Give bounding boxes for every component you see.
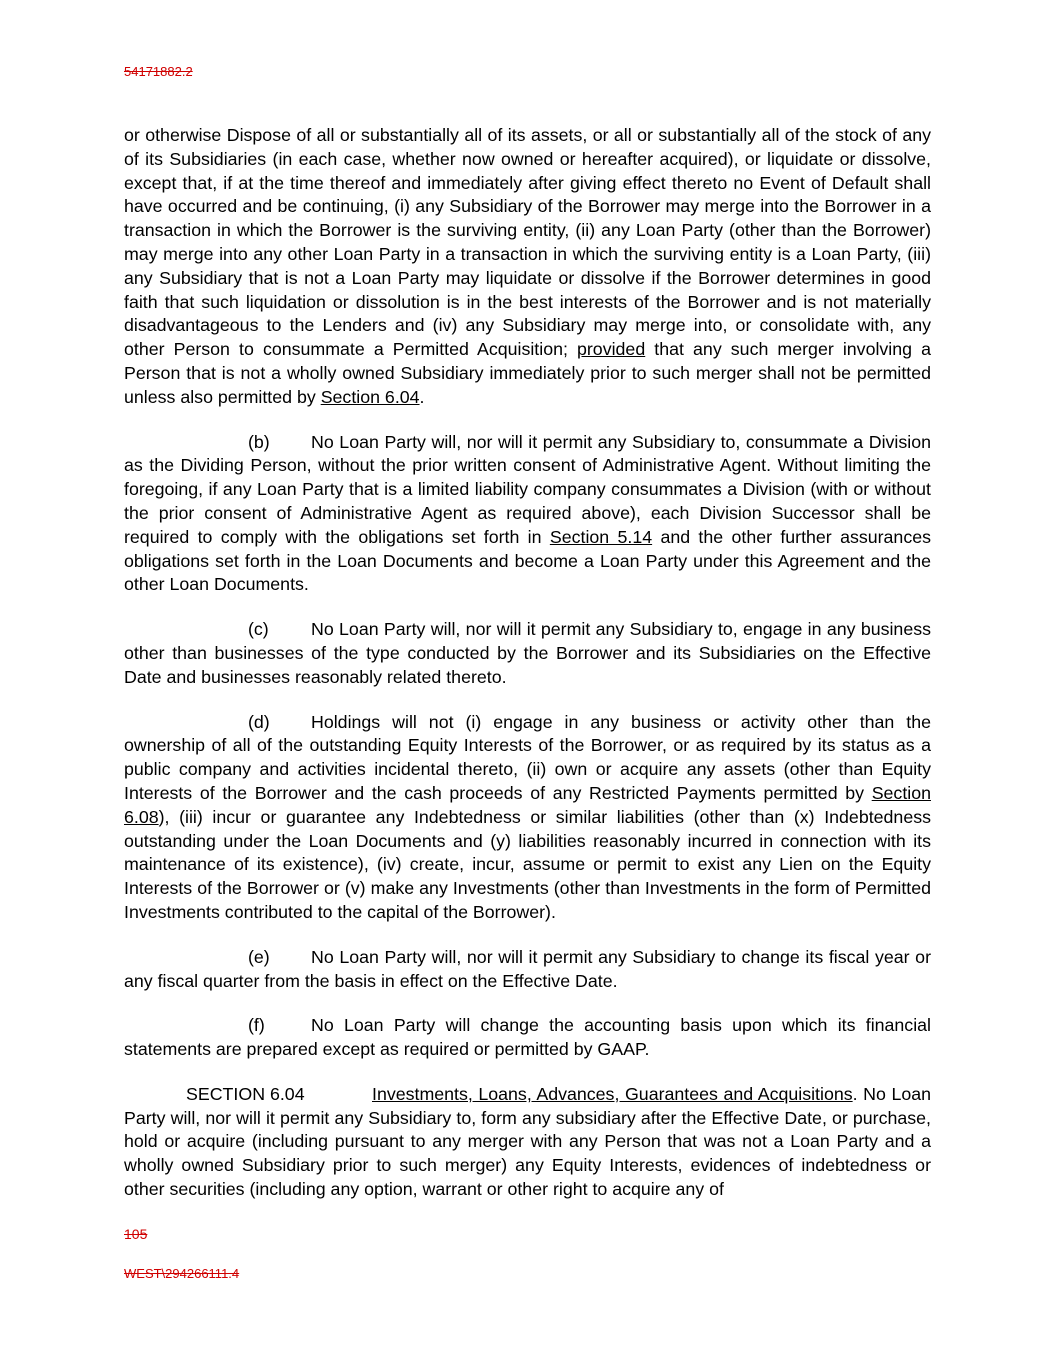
paragraph-c: (c) No Loan Party will, nor will it permit any Subsidiary to, engage in any business other than businesses of the type conducted by the Borrower and its Subsidiaries on the Effective Date and businesses reasonably related thereto. xyxy=(124,619,931,687)
paragraph-e: (e) No Loan Party will, nor will it permit any Subsidiary to change its fiscal year or any fiscal quarter from the basis in effect on the Effective Date. xyxy=(124,946,931,991)
footer-doc-id: WEST\294266111.4 xyxy=(124,1266,240,1281)
header-doc-id: 54171882.2 xyxy=(124,64,193,79)
document-body xyxy=(124,124,931,1223)
paragraph-f-label: (f) xyxy=(248,1015,265,1036)
paragraph-c-label: (c) xyxy=(248,619,269,640)
section-ref-6-08: Section 6.08 xyxy=(124,782,931,827)
paragraph-d-label: (d) xyxy=(248,711,270,732)
section-ref-6-04: Section 6.04 xyxy=(320,386,420,407)
paragraph-a-continued: or otherwise Dispose of all or substantially all of its assets, or all or substantially all of the stock of any of its Subsidiaries (in each case, whether now owned or hereafter acquired), or liquidate or dissolve, except that, if at the time thereof and immediately after giving effect thereto no Event of Default shall have occurred and be continuing, (i) any Subsidiary of the Borrower may merge into the Borrower in a transaction in which the Borrower is the surviving entity, (ii) any Loan Party (other than the Borrower) may merge into any other Loan Party in a transaction in which the surviving entity is a Loan Party, (iii) any Subsidiary that is not a Loan Party may liquidate or dissolve if the Borrower determines in good faith that such liquidation or dissolution is in the best interests of the Borrower and is not materially disadvantageous to the Lenders and (iv) any Subsidiary may merge into, or consolidate with, any other Person to consummate a Permitted Acquisition; provided that any such merger involving a Person that is not a wholly owned Subsidiary immediately prior to such merger shall not be permitted unless also permitted by Section 6.04. xyxy=(124,125,931,407)
provided-term: provided xyxy=(577,339,646,360)
section-number: SECTION 6.04 xyxy=(186,1083,305,1104)
paragraph-e-label: (e) xyxy=(248,946,270,967)
paragraph-f: (f) No Loan Party will change the accounting basis upon which its financial statements are prepared except as required or permitted by GAAP. xyxy=(124,1015,931,1060)
section-ref-5-14: Section 5.14 xyxy=(549,526,653,547)
page-number: 105 xyxy=(124,1226,148,1242)
paragraph-d: (d) Holdings will not (i) engage in any business or activity other than the ownership of all of the outstanding Equity Interests of the Borrower, or as required by its status as a public company and activities incidental thereto, (ii) own or acquire any assets (other than Equity Interests of the Borrower and the cash proceeds of any Restricted Payments permitted by Section 6.08), (iii) incur or guarantee any Indebtedness or similar liabilities (other than (x) Indebtedness outstanding under the Loan Documents and (y) liabilities reasonably incurred in connection with its maintenance of its existence), (iv) create, incur, assume or permit to exist any Lien on the Equity Interests of the Borrower or (v) make any Investments (other than Investments in the form of Permitted Investments contributed to the capital of the Borrower). xyxy=(124,711,931,922)
section-title: Investments, Loans, Advances, Guarantees and Acquisitions xyxy=(372,1083,853,1104)
section-6-04: SECTION 6.04 Investments, Loans, Advances, Guarantees and Acquisitions. No Loan Party will, nor will it permit any Subsidiary to, form any subsidiary after the Effective Date, or purchase, hold or acquire (including pursuant to any merger with any Person that was not a Loan Party and a wholly owned Subsidiary prior to such merger) any Equity Interests, evidences of indebtedness or other securities (including any option, warrant or other right to acquire any of xyxy=(124,1083,932,1200)
paragraph-b-label: (b) xyxy=(248,431,270,452)
paragraph-b: (b) No Loan Party will, nor will it permit any Subsidiary to, consummate a Division as the Dividing Person, without the prior written consent of Administrative Agent. Without limiting the foregoing, if any Loan Party that is a limited liability company consummates a Division (with or without the prior consent of Administrative Agent as required above), each Division Successor shall be required to comply with the obligations set forth in Section 5.14 and the other further assurances obligations set forth in the Loan Documents and become a Loan Party under this Agreement and the other Loan Documents. xyxy=(124,431,931,595)
